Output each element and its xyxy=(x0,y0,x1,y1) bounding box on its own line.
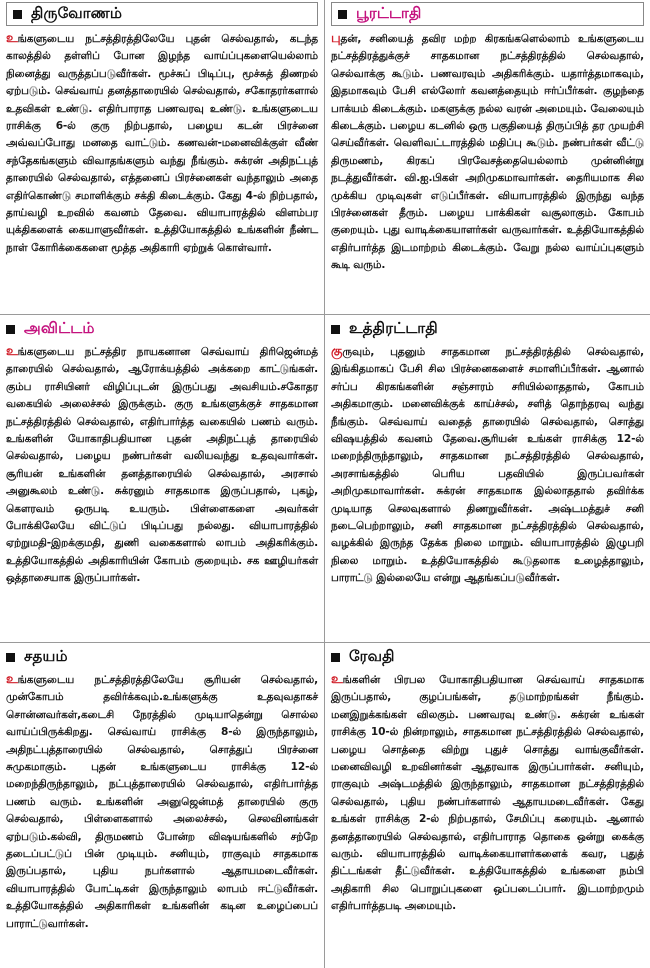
section-text: ங்களுடைய நட்சத்திர நாயகனான செவ்வாய் திரிஜென்மத் தாரையில் செல்வதால், ஆரோக்யத்தில் அக்கறை காட்டுங்கள். கும்ப ராசியினர் விழிப்புடன் இருப்பது அவசியம்.சகோதர வகையில் அலைச்சல் இருக்கும். குரு உங்களுக்குச் சாதகமான நட்சத்திரத்தில் செல்வதால், எதிர்பார்த்த வகையில் பணம் வரும். உங்களின் யோகாதிபதியான புதன் அதிநட்புத் தாரையில் செல்வதால், பழைய நண்பர்கள் வலியவந்து உதவுவார்கள். சூரியன் உங்களின் தனத்தாரையில் செல்வதால், அரசால் அனுகூலம் உண்டு. சுக்ரனும் சாதகமாக இருப்பதால், புகழ், கௌரவம் ஒருபடி உயரும். பிள்ளைகளை அவர்கள் போக்கிலேயே விட்டுப் பிடிப்பது நல்லது. வியாபாரத்தில் ஏற்றுமதி-இறக்குமதி, துணி வகைகளால் லாபம் அதிகரிக்கும். உத்தியோகத்தில் அதிகாரியின் கோபம் குறையும். சக ஊழியர்கள் ஒத்தாசையாக இருப்பார்கள். xyxy=(6,346,318,585)
section-title: ரேவதி xyxy=(349,647,395,665)
row-divider xyxy=(0,314,650,315)
drop-cap: கு xyxy=(331,344,343,359)
section-title: பூரட்டாதி xyxy=(356,4,422,22)
section-poorattathi xyxy=(325,0,650,314)
section-header xyxy=(6,316,318,342)
section-revathi xyxy=(325,644,650,968)
section-title: சதயம் xyxy=(24,647,68,665)
section-body xyxy=(331,30,644,275)
section-header xyxy=(6,644,318,670)
section-title: திருவோணம் xyxy=(31,4,123,22)
square-bullet-icon xyxy=(6,653,15,662)
drop-cap: உ xyxy=(331,672,343,687)
square-bullet-icon xyxy=(331,653,340,662)
square-bullet-icon xyxy=(338,10,347,19)
section-text: ங்களின் பிரபல யோகாதிபதியான செவ்வாய் சாதகமாக இருப்பதால், குழப்பங்கள், தடுமாற்றங்கள் நீங்கும். மனஇறுக்கங்கள் விலகும். பணவரவு உண்டு. சுக்ரன் உங்கள் ராசிக்கு 10-ல் நின்றாலும், சாதகமான நட்சத்திரத்தில் செல்வதால், பழைய சொத்தை விற்று புதுச் சொத்து வாங்குவீர்கள். மனைவிவழி உறவினர்கள் ஆதரவாக இருப்பார்கள். சனியும், ராகுவும் அஷ்டமத்தில் இருந்தாலும், சாதகமான நட்சத்திரத்தில் செல்வதால், புதிய நண்பர்களால் ஆதாயமடைவீர்கள். கேது உங்கள் ராசிக்கு 2-ல் நிற்பதால், சேமிப்பு கரையும். ஆனால் தனத்தாரையில் செல்வதால், எதிர்பாராத தொகை ஒன்று கைக்கு வரும். வியாபாரத்தில் வாடிக்கையாளர்களைக் கவர, புதுத் திட்டங்கள் தீட்டுவீர்கள். உத்தியோகத்தில் உங்களை நம்பி அதிகாரி சில பொறுப்புகளை ஒப்படைப்பார். இடமாற்றமும் எதிர்பார்த்தபடி அமையும். xyxy=(331,674,644,913)
section-text: தன், சனியைத் தவிர மற்ற கிரகங்களெல்லாம் உங்களுடைய நட்சத்திரத்துக்குச் சாதகமான நட்சத்திரத்தில் செல்வதால், செல்வாக்கு கூடும். பணவரவும் அதிகரிக்கும். யதார்த்தமாகவும், இதமாகவும் பேசி எல்லோர் கவனத்தையும் ஈர்ப்பீர்கள். குழந்தை பாக்யம் கிடைக்கும். மகளுக்கு நல்ல வரன் அமையும். வேலையும் கிடைக்கும். பழைய கடனில் ஒரு பகுதியைத் திருப்பித் தர முயற்சி செய்வீர்கள். வெளிவட்டாரத்தில் மதிப்பு கூடும். நண்பர்கள் வீட்டு திருமணம், கிரகப் பிரவேசத்தையெல்லாம் முன்னின்று நடத்துவீர்கள். வி.ஐ.பிகள் அறிமுகமாவார்கள். தைரியமாக சில முக்கிய முடிவுகள் எடுப்பீர்கள். வியாபாரத்தில் இருந்து வந்த பிரச்னைகள் தீரும். பழைய பாக்கிகள் வசூலாகும். கோபம் குறையும். புது வாடிக்கையாளர்கள் வருவார்கள். உத்தியோகத்தில் எதிர்பார்த்த இடமாற்றம் கிடைக்கும். வேறு நல்ல வாய்ப்புகளும் கூடி வரும். xyxy=(331,33,644,272)
drop-cap: உ xyxy=(6,31,18,46)
section-body xyxy=(6,30,318,257)
section-header xyxy=(6,2,318,26)
section-body xyxy=(331,671,644,916)
drop-cap: பு xyxy=(331,31,341,46)
section-text: ருவும், புதனும் சாதகமான நட்சத்திரத்தில் செல்வதால், இங்கிதமாகப் பேசி சில பிரச்னைகளைச் சமாளிப்பீர்கள். ஆனால் சர்ப்ப கிரகங்களின் சஞ்சாரம் சரியில்லாததால், கோபம் அதிகமாகும். மனைவிக்குக் காய்ச்சல், சளித் தொந்தரவு வந்து நீங்கும். செவ்வாய் வதைத் தாரையில் செல்வதால், சொத்து விஷயத்தில் கவனம் தேவை.சூரியன் உங்கள் ராசிக்கு 12-ல் மறைந்திருந்தாலும், சாதகமான நட்சத்திரத்தில் செல்வதால், அரசாங்கத்தில் பெரிய பதவியில் இருப்பவர்கள் அறிமுகமாவார்கள். சுக்ரன் சாதகமாக இல்லாததால் தவிர்க்க முடியாத செலவுகளால் திணறுவீர்கள். அஷ்டமத்துச் சனி நடைபெற்றாலும், சனி சாதகமான நட்சத்திரத்தில் செல்வதால், வழக்கில் இருந்த தேக்க நிலை மாறும். வியாபாரத்தில் இழுபறி நிலை மாறும். உத்தியோகத்தில் கூடுதலாக உழைத்தாலும், பாராட்டு இல்லையே என்று ஆதங்கப்படுவீர்கள். xyxy=(331,346,644,585)
drop-cap: உ xyxy=(6,672,18,687)
section-sathayam xyxy=(0,644,324,968)
section-text: ங்களுடைய நட்சத்திரத்திலேயே சூரியன் செல்வதால், முன்கோபம் தவிர்க்கவும்.உங்களுக்கு உதவுவதாகச் சொன்னவர்கள்,கடைசி நேரத்தில் முடியாதென்று சொல்ல வாய்ப்பிருக்கிறது. செவ்வாய் ராசிக்கு 8-ல் இருந்தாலும், அதிநட்புத்தாரையில் செல்வதால், சொத்துப் பிரச்னை சுமுகமாகும். புதன் உங்களுடைய ராசிக்கு 12-ல் மறைந்திருந்தாலும், நட்புத்தாரையில் செல்வதால், எதிர்பார்த்த பணம் வரும். உங்களின் அனுஜென்மத் தாரையில் குரு செல்வதால், பிள்ளைகளால் அலைச்சல், செலவினங்கள் ஏற்படும்.கல்வி, திருமணம் போன்ற விஷயங்களில் சற்றே தடைப்பட்டுப் பின் முடியும். சனியும், ராகுவும் சாதகமாக இருப்பதால், புதிய நபர்களால் ஆதாயமடைவீர்கள். வியாபாரத்தில் போட்டிகள் இருந்தாலும் லாபம் ஈட்டுவீர்கள். உத்தியோகத்தில் அதிகாரிகள் உங்களின் கடின உழைப்பைப் பாராட்டுவார்கள். xyxy=(6,674,318,930)
drop-cap: உ xyxy=(6,344,18,359)
section-header xyxy=(331,644,644,670)
section-body xyxy=(6,671,318,933)
section-header xyxy=(331,316,644,342)
section-title: உத்திரட்டாதி xyxy=(349,319,438,337)
section-body xyxy=(331,343,644,588)
row-divider xyxy=(0,642,650,643)
square-bullet-icon xyxy=(331,325,340,334)
section-title: அவிட்டம் xyxy=(24,319,95,337)
square-bullet-icon xyxy=(6,325,15,334)
section-avittam xyxy=(0,316,324,642)
section-header xyxy=(331,2,644,26)
square-bullet-icon xyxy=(13,10,22,19)
section-uthirattathi xyxy=(325,316,650,642)
section-text: ங்களுடைய நட்சத்திரத்திலேயே புதன் செல்வதால், கடந்த காலத்தில் தள்ளிப் போன இழந்த வாய்ப்புகளையெல்லாம் நினைத்து வருத்தப்படுவீர்கள். மூச்சுப் பிடிப்பு, மூச்சுத் திணறல் ஏற்படும். செவ்வாய் தனத்தாரையில் செல்வதால், சகோதரர்களால் உதவிகள் உண்டு. எதிர்பாராத பணவரவு உண்டு. உங்களுடைய ராசிக்கு 6-ல் குரு நிற்பதால், பழைய கடன் பிரச்னை அவ்வப்போது மனதை வாட்டும். கணவன்-மனைவிக்குள் வீண் சந்தேகங்களும் விவாதங்களும் வந்து நீங்கும். சுக்ரன் அதிநட்புத் தாரையில் செல்வதால், எத்தனைப் பிரச்னைகள் வந்தாலும் அதை எதிர்கொண்டு சமாளிக்கும் சக்தி கிடைக்கும். கேது 4-ல் நிற்பதால், தாய்வழி உறவில் கவனம் தேவை. வியாபாரத்தில் விளம்பர யுக்திகளைக் கையாளுவீர்கள். உத்தியோகத்தில் உங்களின் நீண்ட நாள் கோரிக்கைகளை மூத்த அதிகாரி ஏற்றுக் கொள்வார். xyxy=(6,33,318,254)
section-thiruvonam xyxy=(0,0,324,314)
section-body xyxy=(6,343,318,588)
